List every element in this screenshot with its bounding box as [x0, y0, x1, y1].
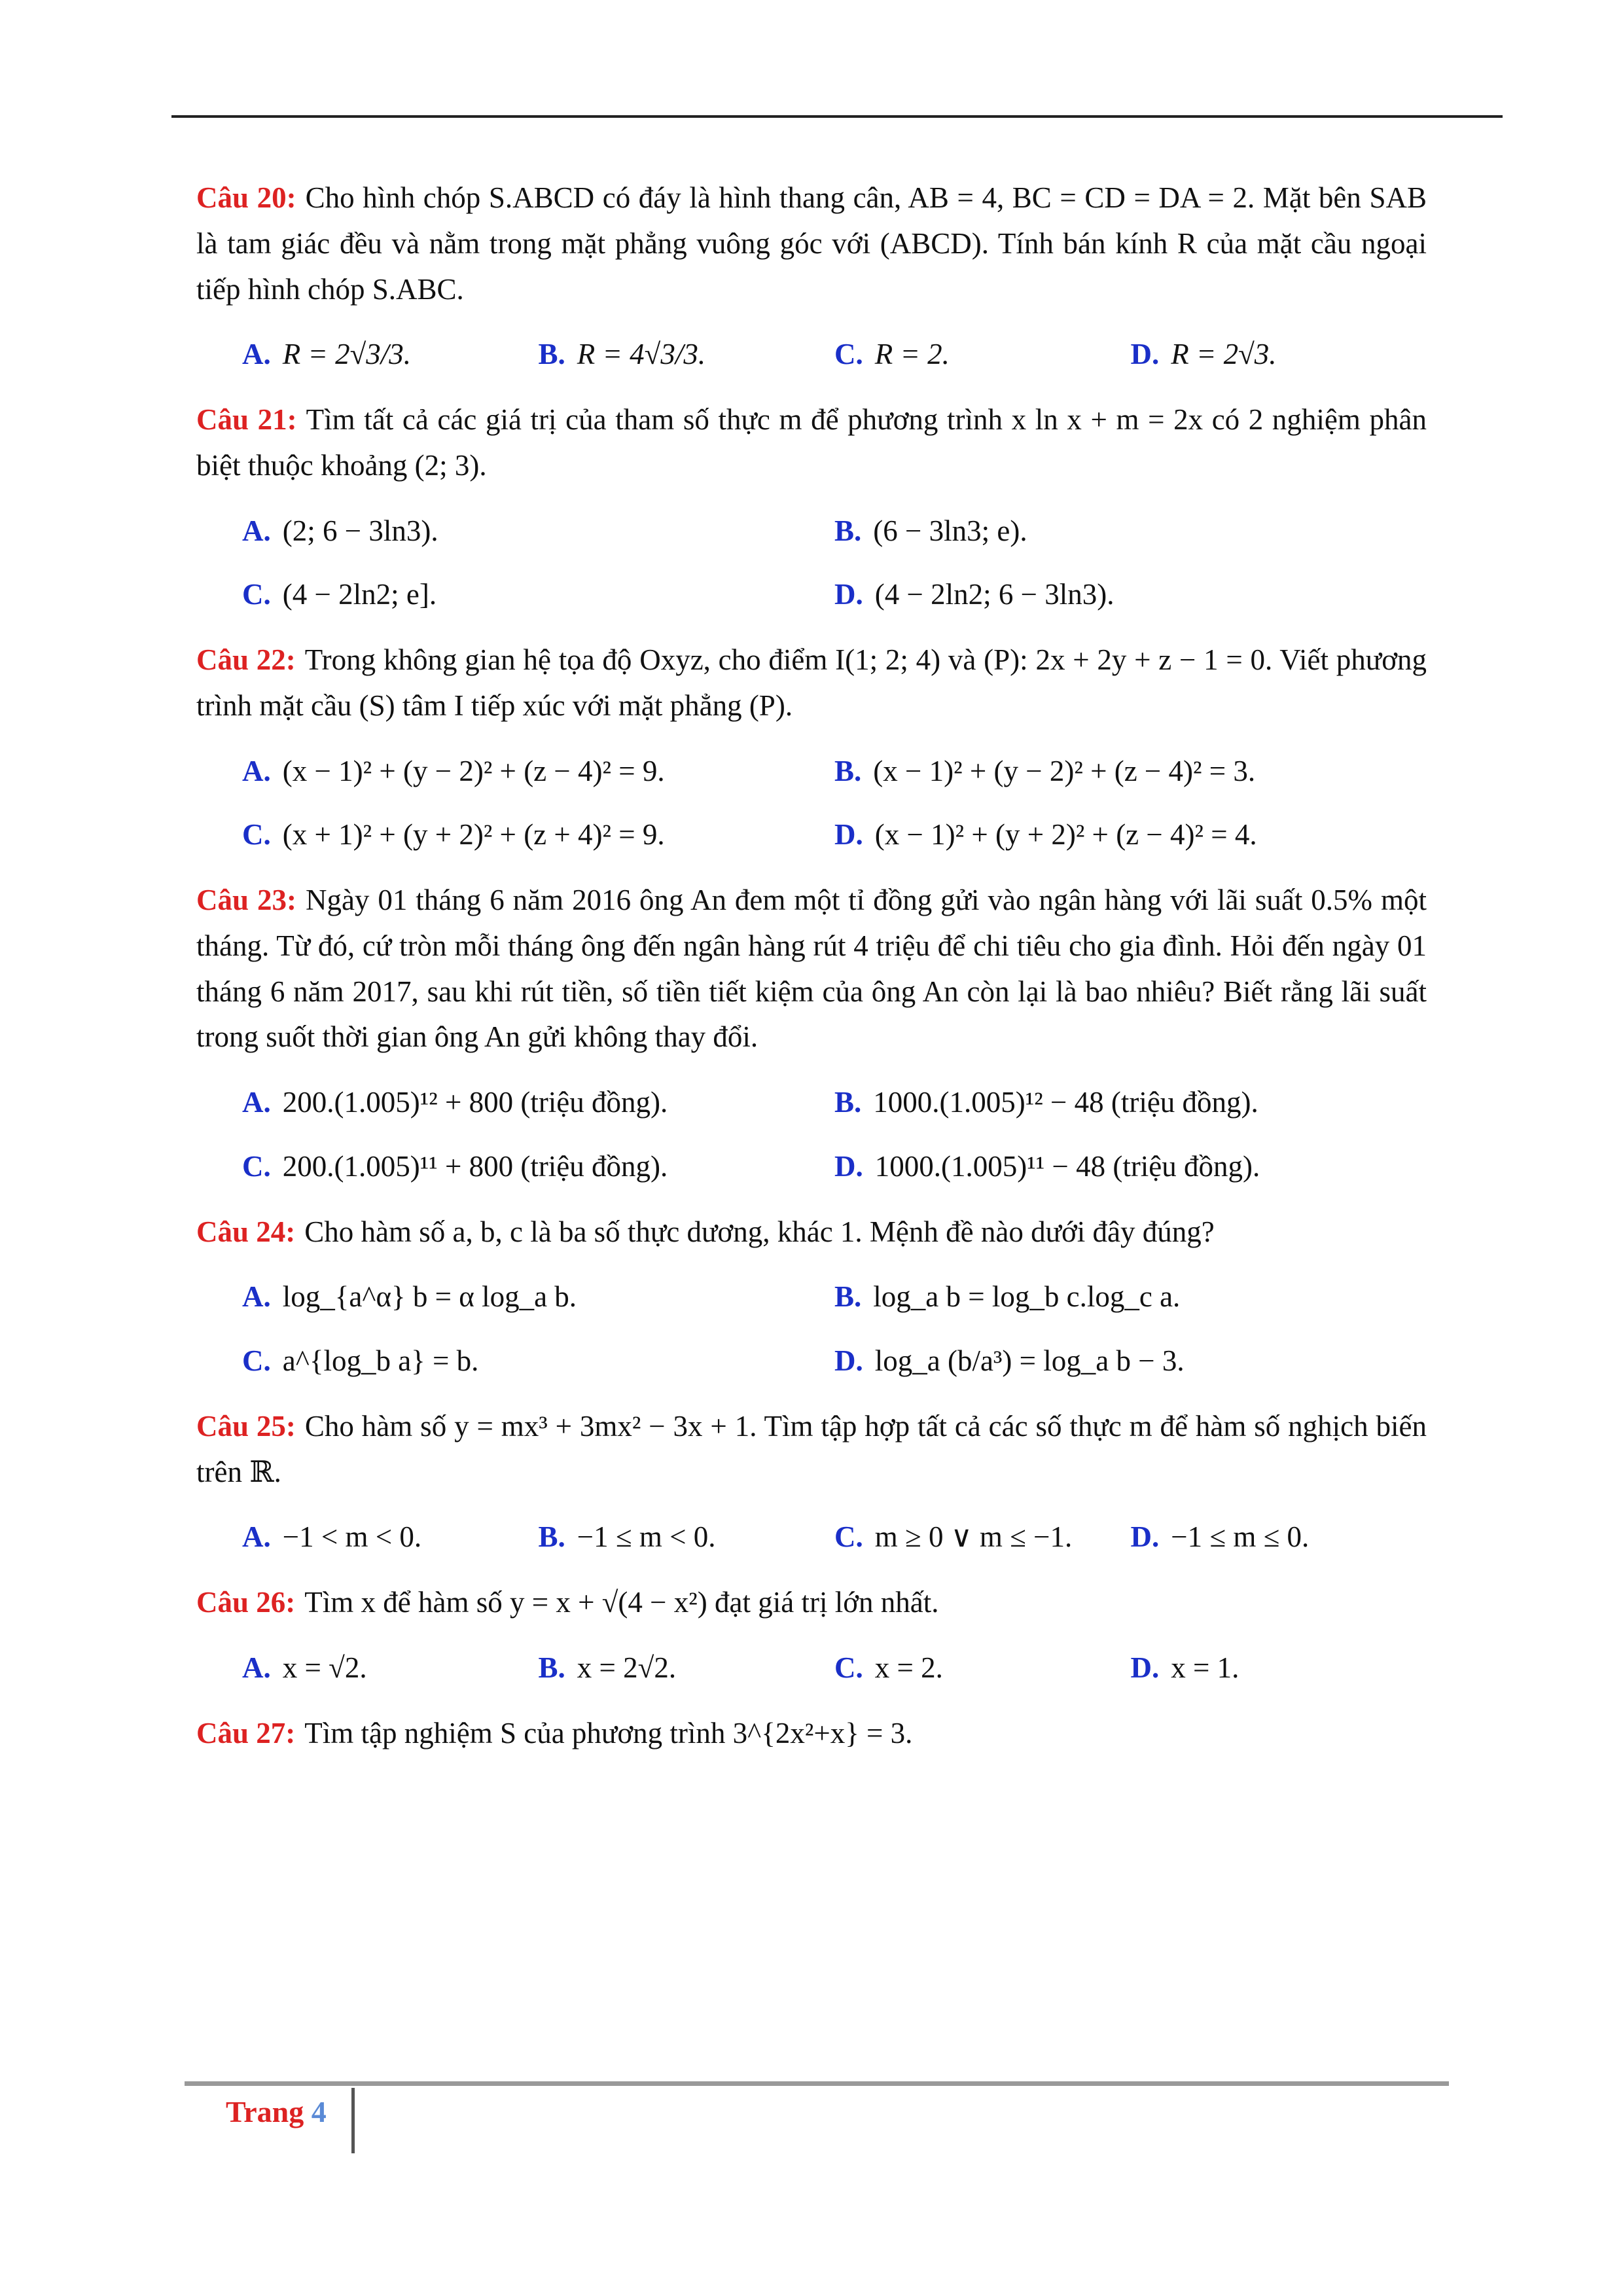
option-letter: B.: [538, 1520, 565, 1554]
options-26: [242, 1636, 1427, 1700]
option-letter: D.: [834, 1344, 863, 1377]
question-label: Câu 24:: [196, 1215, 296, 1248]
option-text: (6 − 3ln3; e).: [873, 514, 1027, 547]
options-21: [242, 499, 1427, 628]
option-d[interactable]: [834, 1135, 1427, 1199]
option-letter: D.: [834, 1149, 863, 1183]
option-letter: C.: [834, 1651, 863, 1684]
option-d[interactable]: [1131, 1505, 1427, 1570]
question-label: Câu 26:: [196, 1586, 296, 1619]
option-text: log_{a^α} b = α log_a b.: [282, 1280, 577, 1314]
option-text: R = 2.: [874, 338, 950, 371]
option-letter: A.: [242, 1520, 271, 1554]
option-letter: C.: [834, 338, 863, 371]
question-25: [196, 1404, 1427, 1496]
option-text: m ≥ 0 ∨ m ≤ −1.: [874, 1520, 1073, 1554]
option-text: (x − 1)² + (y + 2)² + (z − 4)² = 4.: [874, 818, 1257, 852]
question-text: Tìm x để hàm số y = x + √(4 − x²) đạt giá trị lớn nhất.: [304, 1586, 939, 1619]
option-a[interactable]: [242, 1071, 834, 1135]
question-label: Câu 27:: [196, 1716, 296, 1749]
option-text: (x + 1)² + (y + 2)² + (z + 4)² = 9.: [282, 818, 665, 852]
option-c[interactable]: [242, 1329, 834, 1393]
option-c[interactable]: [834, 323, 1131, 387]
question-text: Tìm tất cả các giá trị của tham số thực m để phương trình x ln x + m = 2x có 2 nghiệm phân biệt thuộc khoảng (2; 3).: [196, 403, 1427, 482]
option-letter: A.: [242, 1086, 271, 1119]
option-d[interactable]: [834, 1329, 1427, 1393]
option-text: log_a (b/a³) = log_a b − 3.: [874, 1344, 1185, 1377]
option-letter: B.: [834, 514, 862, 547]
options-25: [242, 1505, 1427, 1570]
option-letter: A.: [242, 338, 271, 371]
question-text: Cho hình chóp S.ABCD có đáy là hình thang cân, AB = 4, BC = CD = DA = 2. Mặt bên SAB là tam giác đều và nằm trong mặt phẳng vuông góc với (ABCD). Tính bán kính R của mặt cầu ngoại tiếp hình chóp S.ABC.: [196, 181, 1427, 306]
question-list: [196, 175, 1427, 1756]
option-b[interactable]: [834, 499, 1427, 564]
option-c[interactable]: [242, 563, 834, 627]
option-text: 200.(1.005)¹² + 800 (triệu đồng).: [282, 1086, 668, 1119]
option-letter: C.: [242, 1149, 271, 1183]
question-text: Trong không gian hệ tọa độ Oxyz, cho điểm I(1; 2; 4) và (P): 2x + 2y + z − 1 = 0. Viết phương trình mặt cầu (S) tâm I tiếp xúc với mặt phẳng (P).: [196, 643, 1427, 722]
option-letter: C.: [242, 818, 271, 852]
option-letter: D.: [1130, 1520, 1160, 1554]
option-letter: B.: [834, 754, 862, 787]
question-23: [196, 878, 1427, 1060]
footer-divider: [351, 2088, 355, 2153]
option-text: (x − 1)² + (y − 2)² + (z − 4)² = 9.: [282, 754, 665, 787]
option-text: x = 2.: [874, 1651, 943, 1684]
option-text: a^{log_b a} = b.: [282, 1344, 479, 1377]
page-footer: [226, 2094, 327, 2129]
option-letter: D.: [1130, 1651, 1160, 1684]
option-letter: D.: [834, 578, 863, 611]
question-24: [196, 1210, 1427, 1255]
option-text: −1 ≤ m < 0.: [577, 1520, 716, 1554]
option-text: R = 2√3/3.: [282, 338, 412, 371]
options-24: [242, 1265, 1427, 1393]
option-text: R = 2√3.: [1171, 338, 1277, 371]
option-text: 200.(1.005)¹¹ + 800 (triệu đồng).: [282, 1149, 668, 1183]
option-letter: B.: [538, 338, 565, 371]
option-text: R = 4√3/3.: [577, 338, 706, 371]
option-d[interactable]: [834, 563, 1427, 627]
option-text: log_a b = log_b c.log_c a.: [873, 1280, 1181, 1314]
options-23: [242, 1071, 1427, 1199]
option-a[interactable]: [242, 1636, 539, 1700]
question-label: Câu 23:: [196, 884, 296, 916]
question-text: Ngày 01 tháng 6 năm 2016 ông An đem một tỉ đồng gửi vào ngân hàng với lãi suất 0.5% một tháng. Từ đó, cứ tròn mỗi tháng ông đến ngân hàng rút 4 triệu để chi tiêu cho gia đình. Hỏi đến ngày 01 tháng 6 năm 2017, sau khi rút tiền, số tiền tiết kiệm của ông An còn lại là bao nhiêu? Biết rằng lãi suất trong suốt thời gian ông An gửi không thay đổi.: [196, 884, 1427, 1054]
option-text: x = 2√2.: [577, 1651, 677, 1684]
question-label: Câu 21:: [196, 403, 297, 436]
option-b[interactable]: [539, 1636, 835, 1700]
options-22: [242, 740, 1427, 868]
option-text: (x − 1)² + (y − 2)² + (z − 4)² = 3.: [873, 754, 1256, 787]
option-letter: A.: [242, 514, 271, 547]
option-letter: C.: [834, 1520, 863, 1554]
option-text: (2; 6 − 3ln3).: [282, 514, 438, 547]
option-a[interactable]: [242, 323, 539, 387]
option-letter: B.: [834, 1280, 862, 1314]
question-22: [196, 637, 1427, 729]
option-text: (4 − 2ln2; e].: [282, 578, 437, 611]
option-b[interactable]: [834, 740, 1427, 804]
header-rule: [171, 115, 1503, 118]
question-20: [196, 175, 1427, 312]
option-a[interactable]: [242, 1505, 539, 1570]
option-a[interactable]: [242, 740, 834, 804]
question-27: [196, 1711, 1427, 1757]
option-letter: C.: [242, 578, 271, 611]
option-d[interactable]: [834, 803, 1427, 867]
question-text: Cho hàm số y = mx³ + 3mx² − 3x + 1. Tìm tập hợp tất cả các số thực m để hàm số nghịch biến trên ℝ.: [196, 1409, 1427, 1488]
question-26: [196, 1580, 1427, 1626]
question-21: [196, 397, 1427, 489]
option-b[interactable]: [539, 1505, 835, 1570]
option-a[interactable]: [242, 1265, 834, 1329]
options-20: [242, 323, 1427, 387]
option-d[interactable]: [1131, 323, 1427, 387]
question-text: Cho hàm số a, b, c là ba số thực dương, khác 1. Mệnh đề nào dưới đây đúng?: [304, 1215, 1215, 1248]
option-c[interactable]: [242, 1135, 834, 1199]
page-number: 4: [311, 2095, 327, 2128]
option-letter: A.: [242, 754, 271, 787]
footer-label: Trang: [226, 2095, 304, 2128]
option-c[interactable]: [242, 803, 834, 867]
footer-rule: [185, 2081, 1449, 2086]
question-label: Câu 22:: [196, 643, 296, 676]
option-text: (4 − 2ln2; 6 − 3ln3).: [874, 578, 1115, 611]
option-text: 1000.(1.005)¹² − 48 (triệu đồng).: [873, 1086, 1258, 1119]
option-letter: B.: [538, 1651, 565, 1684]
question-text: Tìm tập nghiệm S của phương trình 3^{2x²+x} = 3.: [304, 1716, 913, 1749]
option-letter: B.: [834, 1086, 862, 1119]
question-label: Câu 20:: [196, 181, 296, 214]
option-c[interactable]: [834, 1636, 1131, 1700]
option-b[interactable]: [834, 1265, 1427, 1329]
option-c[interactable]: [834, 1505, 1131, 1570]
option-letter: D.: [1130, 338, 1160, 371]
option-letter: D.: [834, 818, 863, 852]
option-letter: A.: [242, 1280, 271, 1314]
option-text: −1 < m < 0.: [282, 1520, 422, 1554]
option-a[interactable]: [242, 499, 834, 564]
option-letter: A.: [242, 1651, 271, 1684]
option-letter: C.: [242, 1344, 271, 1377]
option-text: −1 ≤ m ≤ 0.: [1171, 1520, 1310, 1554]
option-text: 1000.(1.005)¹¹ − 48 (triệu đồng).: [874, 1149, 1260, 1183]
option-b[interactable]: [539, 323, 835, 387]
option-d[interactable]: [1131, 1636, 1427, 1700]
option-text: x = 1.: [1171, 1651, 1240, 1684]
option-b[interactable]: [834, 1071, 1427, 1135]
question-label: Câu 25:: [196, 1409, 296, 1443]
option-text: x = √2.: [282, 1651, 367, 1684]
